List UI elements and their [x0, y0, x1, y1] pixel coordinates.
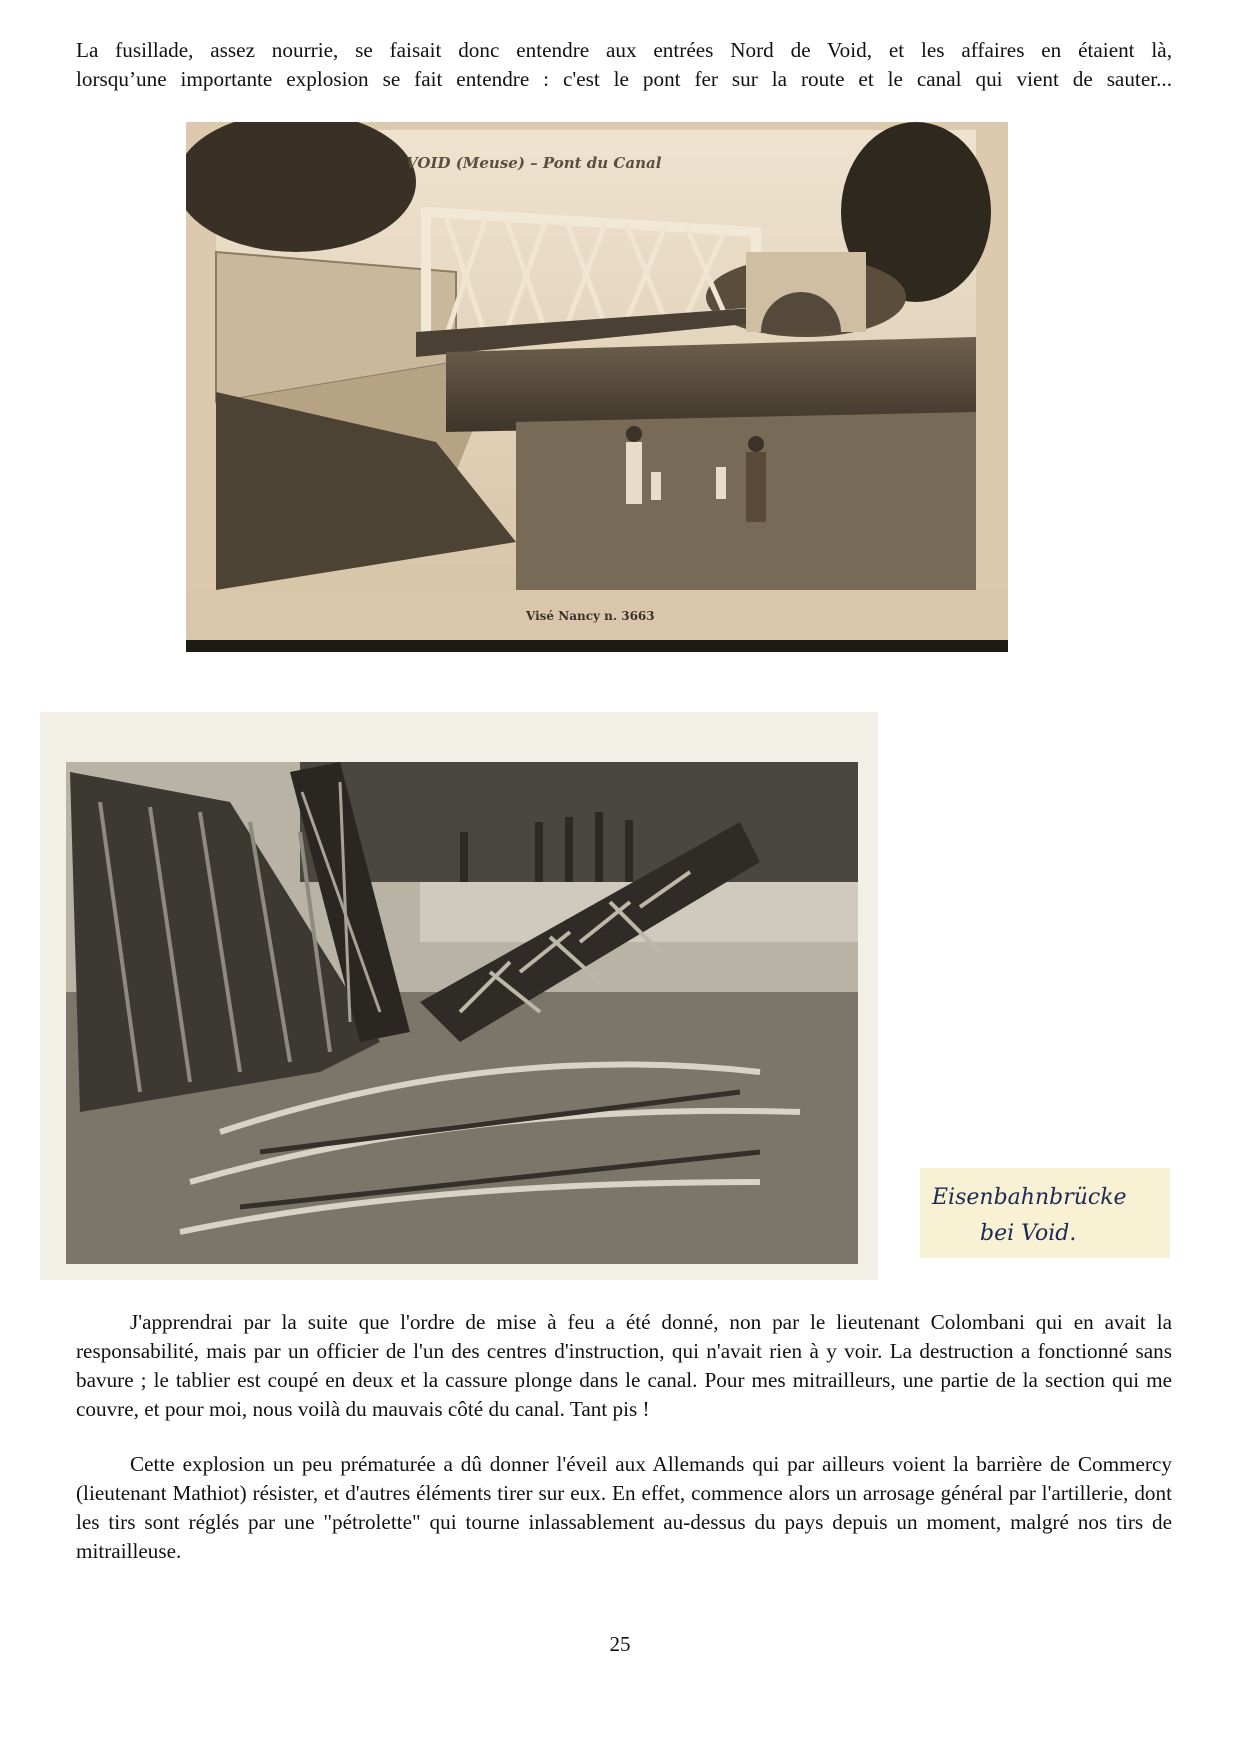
- wreck-photo: [40, 712, 878, 1280]
- postcard-photo: [186, 122, 1008, 652]
- paragraph-2: Cette explosion un peu prématurée a dû donner l'éveil aux Allemands qui par ailleurs voient la barrière de Commercy (lieutenant Mathiot) résister, et d'autres éléments tirer sur eux. En effet, commence alors un arrosage général par l'artillerie, dont les tirs sont réglés par une "pétrolette" qui tourne inlassablement au-dessus du pays depuis un moment, malgré nos tirs de mitrailleuse.: [76, 1452, 1172, 1563]
- postcard-caption-top: VOID (Meuse) – Pont du Canal: [406, 154, 662, 172]
- intro-line-2: lorsqu’une importante explosion se fait entendre : c'est le pont fer sur la route et le canal qui vient de sauter...: [76, 67, 1172, 91]
- handwritten-note: [920, 1168, 1170, 1258]
- intro-text: [76, 36, 1172, 94]
- note-line-1: Eisenbahnbrücke: [932, 1185, 1127, 1210]
- intro-line-1: La fusillade, assez nourrie, se faisait donc entendre aux entrées Nord de Void, et les affaires en étaient là,: [76, 38, 1172, 62]
- postcard-caption-bottom: Visé Nancy n. 3663: [526, 609, 655, 623]
- page-number: 25: [609, 1632, 631, 1656]
- note-line-2: bei Void.: [980, 1221, 1077, 1246]
- paragraph-1: J'apprendrai par la suite que l'ordre de mise à feu a été donné, non par le lieutenant Colombani qui en avait la responsabilité, mais par un officier de l'un des centres d'instruction, qui n'avait rien à y voir. La destruction a fonctionné sans bavure ; le tablier est coupé en deux et la cassure plonge dans le canal. Pour mes mitrailleurs, une partie de la section qui me couvre, et pour moi, nous voilà du mauvais côté du canal. Tant pis !: [76, 1310, 1172, 1421]
